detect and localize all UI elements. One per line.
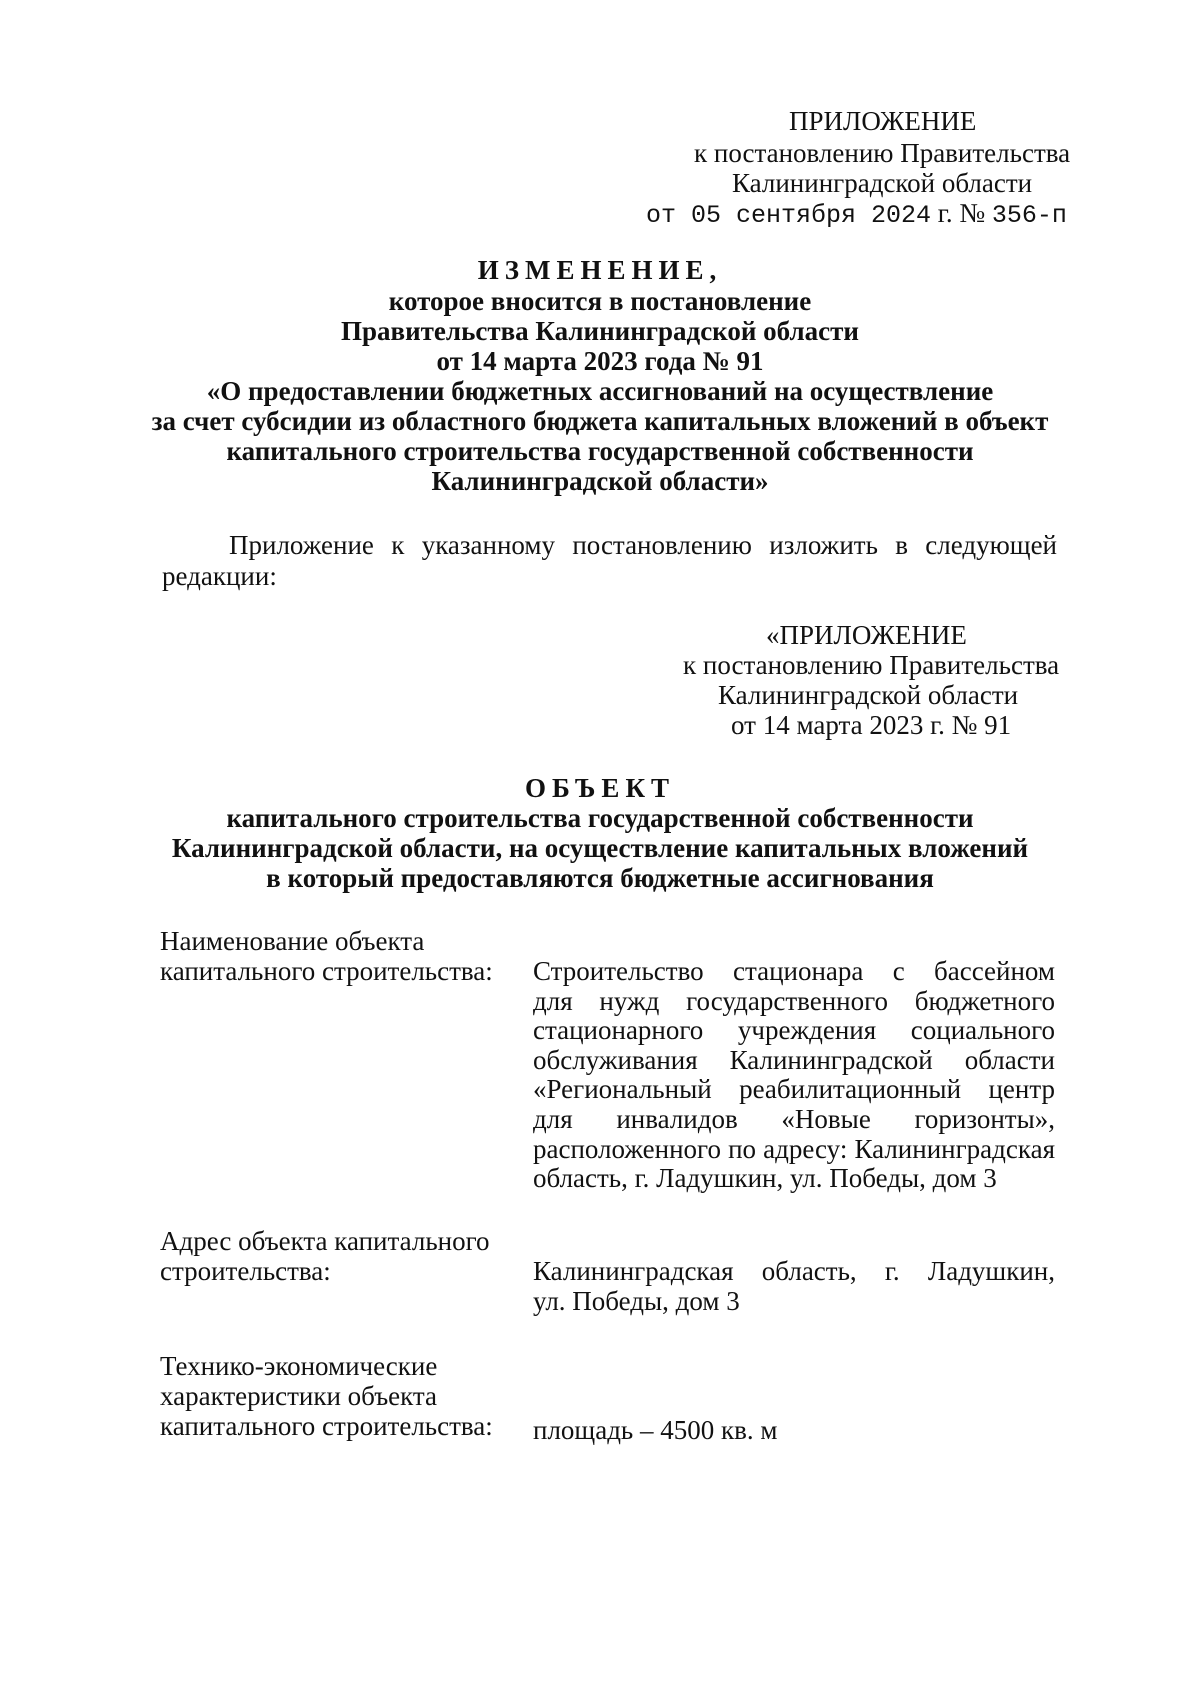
header-date-typed: от 05 сентября 2024 (646, 201, 932, 230)
field-name-value-1: Строительство стационара с бассейном (533, 956, 1055, 986)
object-line-3: в который предоставляются бюджетные ассигнования (266, 863, 934, 893)
amendment-line-4: «О предоставлении бюджетных ассигнований на осуществление (206, 376, 994, 406)
amendment-title: ИЗМЕНЕНИЕ, (477, 255, 723, 285)
field-name-value-7: расположенного по адресу: Калининградская (533, 1134, 1055, 1164)
quoted-line-2: Калининградской области (718, 680, 1019, 710)
field-name-value-3: стационарного учреждения социального (533, 1015, 1055, 1045)
object-title: ОБЪЕКТ (524, 773, 676, 803)
header-title: ПРИЛОЖЕНИЕ (789, 106, 977, 136)
header-date-suffix: г. № (937, 198, 986, 228)
field-tech-value-1: площадь – 4500 кв. м (533, 1415, 778, 1445)
field-tech-label-1: Технико-экономические (160, 1351, 438, 1381)
field-address-label-1: Адрес объекта капитального (160, 1226, 490, 1256)
field-tech-label-3: капитального строительства: (160, 1411, 493, 1441)
field-address-label-2: строительства: (160, 1256, 331, 1286)
header-date-line (646, 198, 1067, 231)
field-name-value-8: область, г. Ладушкин, ул. Победы, дом 3 (533, 1163, 997, 1193)
field-address-value-2: ул. Победы, дом 3 (533, 1286, 740, 1316)
amendment-line-1: которое вносится в постановление (388, 286, 812, 316)
amendment-line-2: Правительства Калининградской области (341, 316, 859, 346)
field-name-label-1: Наименование объекта (160, 926, 425, 956)
instruction-line-1: Приложение к указанному постановлению изложить в следующей (229, 530, 1057, 560)
quoted-line-1: к постановлению Правительства (683, 650, 1060, 680)
object-line-1: капитального строительства государственной собственности (226, 803, 974, 833)
amendment-line-5: за счет субсидии из областного бюджета капитальных вложений в объект (151, 406, 1049, 436)
amendment-line-6: капитального строительства государственной собственности (226, 436, 974, 466)
field-tech-label-2: характеристики объекта (160, 1381, 438, 1411)
object-line-2: Калининградской области, на осуществление капитальных вложений (171, 833, 1029, 863)
quoted-title: «ПРИЛОЖЕНИЕ (766, 620, 967, 650)
quoted-line-3: от 14 марта 2023 г. № 91 (731, 710, 1012, 740)
header-number-typed: 356-п (991, 201, 1067, 230)
field-name-value-2: для нужд государственного бюджетного (533, 986, 1055, 1016)
field-name-value-4: обслуживания Калининградской области (533, 1045, 1055, 1075)
field-name-label-2: капитального строительства: (160, 956, 493, 986)
field-address-value-1: Калининградская область, г. Ладушкин, (533, 1256, 1055, 1286)
field-name-value-6: для инвалидов «Новые горизонты», (533, 1104, 1055, 1134)
amendment-line-7: Калининградской области» (431, 466, 769, 496)
instruction-line-2: редакции: (162, 561, 277, 591)
header-line-2: Калининградской области (732, 168, 1033, 198)
header-line-1: к постановлению Правительства (694, 138, 1071, 168)
amendment-line-3: от 14 марта 2023 года № 91 (436, 346, 764, 376)
field-name-value-5: «Региональный реабилитационный центр (533, 1074, 1055, 1104)
